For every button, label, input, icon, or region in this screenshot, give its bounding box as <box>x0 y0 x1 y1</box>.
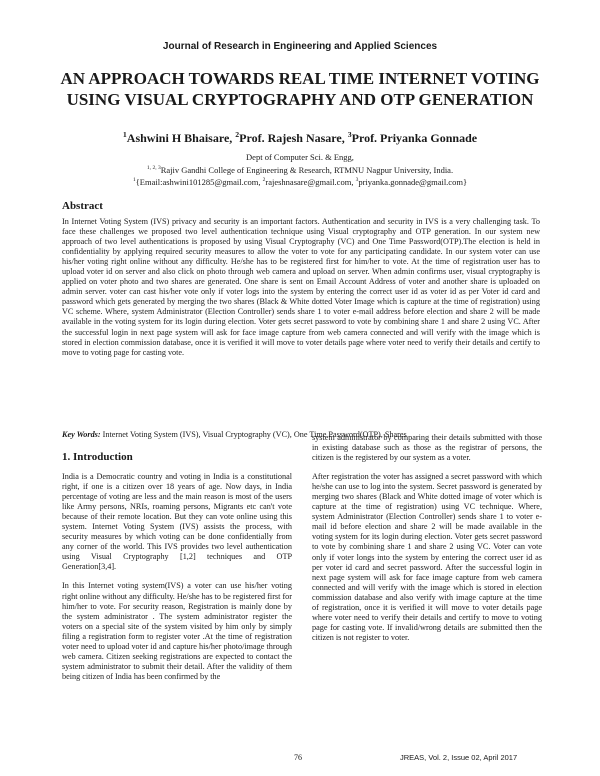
author-list <box>0 130 600 146</box>
author-3-name: Prof. Priyanka Gonnade <box>351 131 478 145</box>
paragraph: system administrator by comparing their details submitted with those in existing database such as those as the registrar of persons, the citizen is the registered by our system as a voter. <box>312 433 542 463</box>
author-1-marker: 1 <box>122 130 127 139</box>
affiliation-block <box>0 152 600 187</box>
author-2-marker: 2 <box>235 130 240 139</box>
email-2: rajeshnasare@gmail.com, <box>265 176 354 187</box>
abstract-heading: Abstract <box>62 200 103 212</box>
email-3: priyanka.gonnade@gmail.com} <box>358 176 468 187</box>
right-column <box>312 433 542 643</box>
keywords-label: Key Words: <box>62 430 101 439</box>
author-1-name: Ashwini H Bhaisare, <box>126 131 236 145</box>
keywords-text: Internet Voting System (IVS), Visual Cryptography (VC), One Time Password(OTP), Shares <box>102 430 407 439</box>
author-2-name: Prof. Rajesh Nasare, <box>239 131 348 145</box>
section-heading-introduction: 1. Introduction <box>62 451 133 463</box>
affiliation-college <box>0 163 600 175</box>
email-1-marker: 1 <box>132 176 136 183</box>
left-column <box>62 472 292 682</box>
affiliation-college-text: Rajiv Gandhi College of Engineering & Research, RTMNU Nagpur University, India. <box>160 164 454 175</box>
affiliation-college-marker: 1, 2, 3 <box>146 164 161 171</box>
paragraph: After registration the voter has assigned a secret password with which he/she can use to log into the system. Secret password is generated by merging two shares (Black and White dotted image of voter which is capture at the time of registration) using VC technique. Where, system Administrator (Election Controller) sends share 1 to voter e-mail id before election and share 2 will be made available in the voting system for its login during election. Voter gets secret password to vote by combining share 1 and share 2 using VC. Voter can vote only if voter longs into the system by entering the correct user id as per voter id card and secret password. After the successful login in next page system will ask for face image capture from web camera connected and will verify with the image which is stored in election commission database and also verify with image capture at the time of registration, once it is verified it will move to voter details page where voter need to verify their details and certify to move to voting page for casting vote. If invalid/wrong details are submitted then the citizen is not register to voter. <box>312 472 542 642</box>
author-3-marker: 3 <box>347 130 352 139</box>
affiliation-department: Dept of Computer Sci. & Engg, <box>246 152 354 162</box>
paper-title <box>40 68 560 110</box>
issue-info: JREAS, Vol. 2, Issue 02, April 2017 <box>400 753 518 762</box>
paragraph: India is a Democratic country and voting in India is a constitutional right, if one is a citizen over 18 years of age. Now days, in India percentage of voting are less and the main reason is most of the users like Army persons, NRIs, roaming persons, Migrants etc can't vote because of their remote location. But they can vote online using this system. Internet Voting System (IVS) assists the process, with security measures by which voting can be done confidentially from any corner of the world. This IVS provides two level authentication using Visual Cryptography [1,2] techniques and OTP Generation[3,4]. <box>62 472 292 572</box>
affiliation-emails <box>0 175 600 187</box>
page-number: 76 <box>294 753 302 762</box>
title-line-2: USING VISUAL CRYPTOGRAPHY AND OTP GENERATION <box>66 90 534 109</box>
title-line-1: AN APPROACH TOWARDS REAL TIME INTERNET VOTING <box>60 69 540 88</box>
paragraph: In this Internet voting system(IVS) a voter can use his/her voting right online without any difficulty. He/she has to be registered first for him/her to vote. For security reason, Registration is mainly done by the system administrator . The system administrator register the voters on a special site of the system visited by him only by simply filing a registration form to register voter .At the time of registration voter need to upload voter id and capture his/her photo/image through web camera. Citizen seeking registrations are expected to contact the system administrator to submit their detail. After the validity of them being citizen of India has been confirmed by the <box>62 581 292 681</box>
email-1: {Email:ashwini101285@gmail.com, <box>135 176 261 187</box>
email-3-marker: 3 <box>355 176 359 183</box>
abstract-text: In Internet Voting System (IVS) privacy and security is an important factors. Authentication and security in IVS is a very challenging task. To face these challenges we proposed two level authentication technique using Visual cryptography and OTP generation. In our system new approach of two level authentications is proposed by using Visual Cryptography (VC) and One Time Password(OTP).The election is held in confidentiality by applying required security measures to allow the voter to vote for any participating candidate. In our system voter can use his/her voting right online without any difficulty. He/she has to be registered first for him/her to vote. At the time of registration user has to upload voter id on server and also click on photo through web camera and upload on server. When admin confirms user, visual cryptography is applied on voter photo and two shares are generated. One share is sent on Email Account Address of voter and another share is uploaded on admin server. voter can cast his/her vote only if voter logs into the system by entering the correct user id as voter id as per Voter id card and password which gets generated by merging the two shares (Black & White dotted Voter Image which is capture at the time of registration) using VC scheme. Where, system Administrator (Election Controller) sends share 1 to voter e-mail address before election and share 2 will be made available in the voting system for its login during election. Voter gets secret password to vote by combining share 1 and share 2 using VC. After the successful login in next page system will ask for face image capture from web camera connected and will verify with the image which is stored in election commission database, once it is verified it will move to voter details page where voter need to verify their details and certify to move to voting page for casting vote. <box>62 217 540 357</box>
journal-header: Journal of Research in Engineering and Applied Sciences <box>162 41 438 52</box>
email-2-marker: 2 <box>262 176 266 183</box>
